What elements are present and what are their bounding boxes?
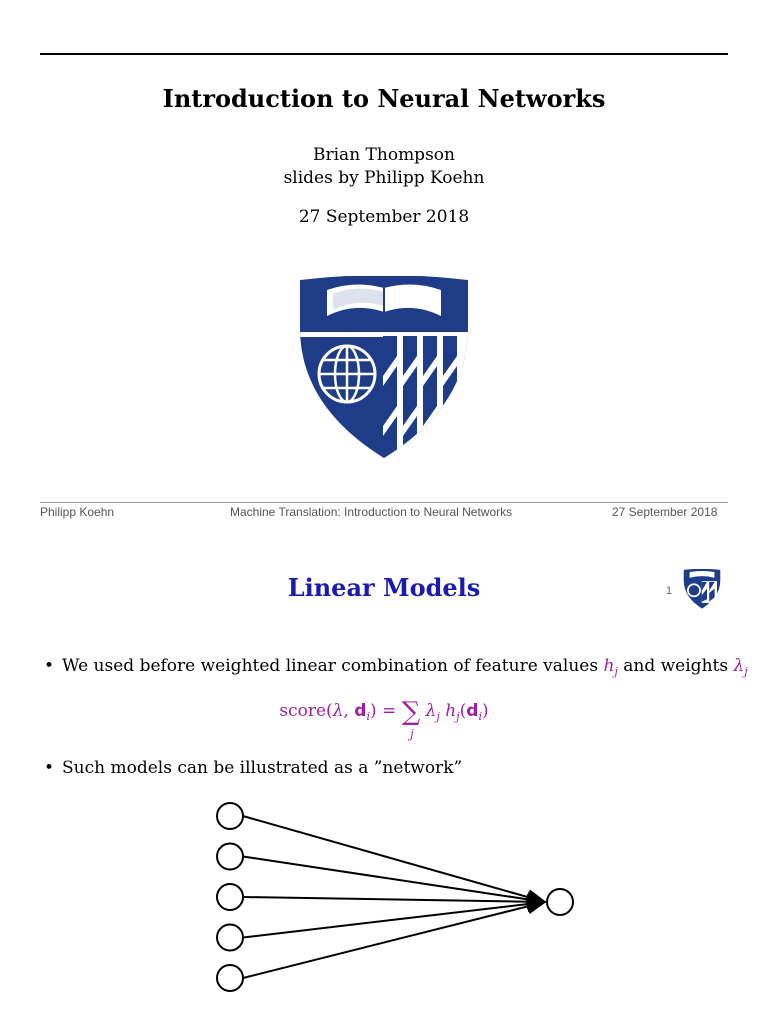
sum-index: j [410,727,414,741]
edge-5 [243,902,545,978]
output-node [547,889,573,915]
var-lambda: $\lambda_j$ [733,656,748,678]
score-formula: score(λ, $d_i$) = ∑ $\lambda_j$ $h_j(d_i)$ [279,697,489,727]
input-node-4 [217,925,243,951]
edge-1 [243,816,545,902]
input-node-2 [217,844,243,870]
input-edges [243,816,545,978]
date: 27 September 2018 [298,207,470,227]
footer-title: Machine Translation: Introduction to Neural Networks [230,505,513,519]
slides-credit: slides by Philipp Koehn [283,168,485,188]
edge-4 [243,902,545,938]
slide-title-linear-models: Linear Models [287,573,481,602]
var-h: $h_j$ [603,656,618,678]
author: Brian Thompson [313,145,455,165]
bullet-text: Such models can be illustrated as a ”network” [62,758,463,778]
bullet-text: We used before weighted linear combination of feature values [62,656,599,676]
input-node-3 [217,884,243,910]
slide-title: Introduction to Neural Networks [162,84,606,113]
footer-date: 27 September 2018 [612,505,718,519]
bullet-weighted-linear: • We used before weighted linear combination of feature values $h_j$ and weights $\lambda_j$ [44,656,748,678]
page-number: 1 [666,585,673,597]
input-node-5 [217,965,243,991]
edge-3 [243,897,545,902]
input-node-1 [217,803,243,829]
bullet-connector: and weights [623,656,729,676]
footer-author: Philipp Koehn [40,505,115,519]
edge-2 [243,857,545,903]
bullet-network: • Such models can be illustrated as a ”network” [44,758,463,778]
